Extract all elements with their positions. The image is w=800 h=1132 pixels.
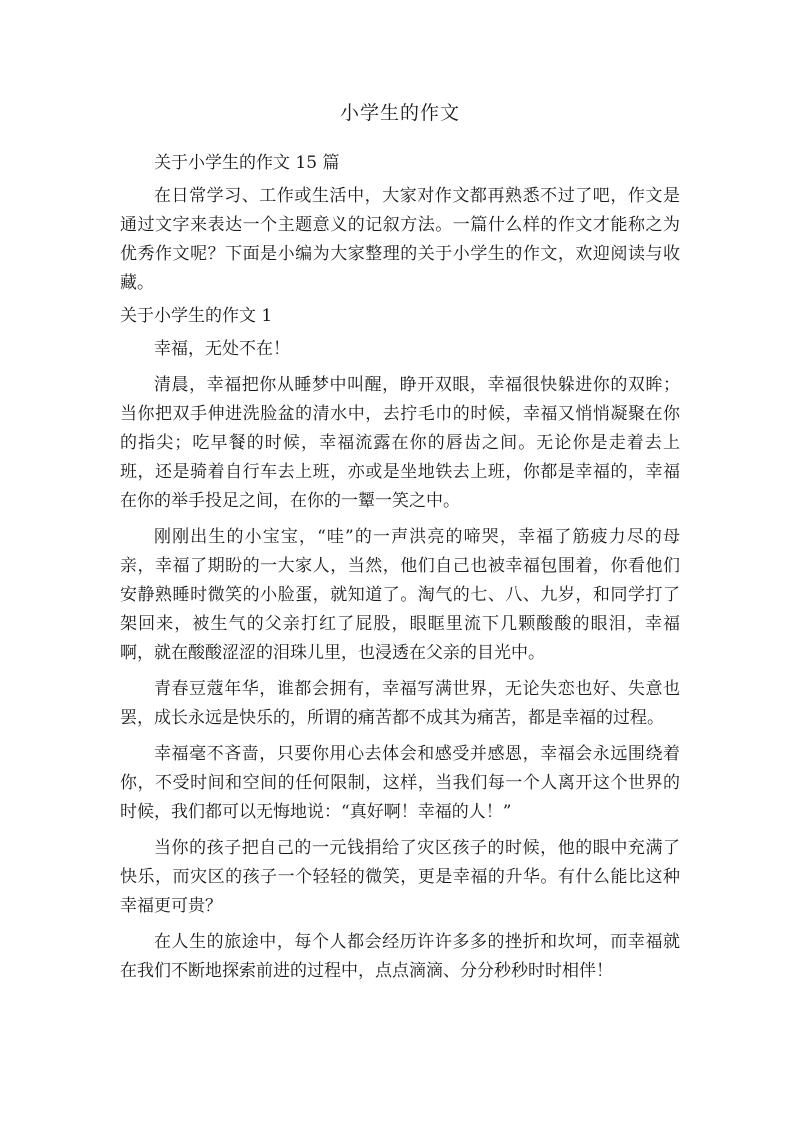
paragraph: 幸福，无处不在！ <box>154 339 290 359</box>
paragraph: 当你的孩子把自己的一元钱捐给了灾区孩子的时候，他的眼中充满了快乐，而灾区的孩子一个轻轻的微笑，更是幸福的升华。有什么能比这种幸福更可贵？ <box>120 838 680 916</box>
paragraph: 在人生的旅途中，每个人都会经历许许多多的挫折和坎坷，而幸福就在我们不断地探索前进的过程中，点点滴滴、分分秒秒时时相伴！ <box>120 932 680 981</box>
paragraph: 青春豆蔻年华，谁都会拥有，幸福写满世界，无论失恋也好、失意也罢，成长永远是快乐的，所谓的痛苦都不成其为痛苦，都是幸福的过程。 <box>120 679 680 728</box>
paragraph: 刚刚出生的小宝宝，“哇”的一声洪亮的啼哭，幸福了筋疲力尽的母亲，幸福了期盼的一大家人，当然，他们自己也被幸福包围着，你看他们安静熟睡时微笑的小脸蛋，就知道了。淘气的七、八、九岁，和同学打了架回来，被生气的父亲打红了屁股，眼眶里流下几颗酸酸的眼泪，幸福啊，就在酸酸涩涩的泪珠儿里，也浸透在父亲的目光中。 <box>120 527 680 663</box>
document-title: 小学生的作文 <box>339 102 460 124</box>
section-heading: 关于小学生的作文 1 <box>120 306 273 326</box>
paragraph: 幸福毫不吝啬，只要你用心去体会和感受并感恩，幸福会永远围绕着你，不受时间和空间的任何限制，这样，当我们每一个人离开这个世界的时候，我们都可以无悔地说：“真好啊！幸福的人！” <box>120 744 680 822</box>
paragraph: 清晨，幸福把你从睡梦中叫醒，睁开双眼，幸福很快躲进你的双眸；当你把双手伸进洗脸盆的清水中，去拧毛巾的时候，幸福又悄悄凝聚在你的指尖；吃早餐的时候，幸福流露在你的唇齿之间。无论你是走着去上班，还是骑着自行车去上班，亦或是坐地铁去上班，你都是幸福的，幸福在你的举手投足之间，在你的一颦一笑之中。 <box>120 375 680 511</box>
intro-paragraph: 在日常学习、工作或生活中，大家对作文都再熟悉不过了吧，作文是通过文字来表达一个主题意义的记叙方法。一篇什么样的作文才能称之为优秀作文呢？下面是小编为大家整理的关于小学生的作文，欢迎阅读与收藏。 <box>120 186 680 293</box>
document-subtitle: 关于小学生的作文 15 篇 <box>154 153 340 173</box>
document-body <box>120 149 680 993</box>
